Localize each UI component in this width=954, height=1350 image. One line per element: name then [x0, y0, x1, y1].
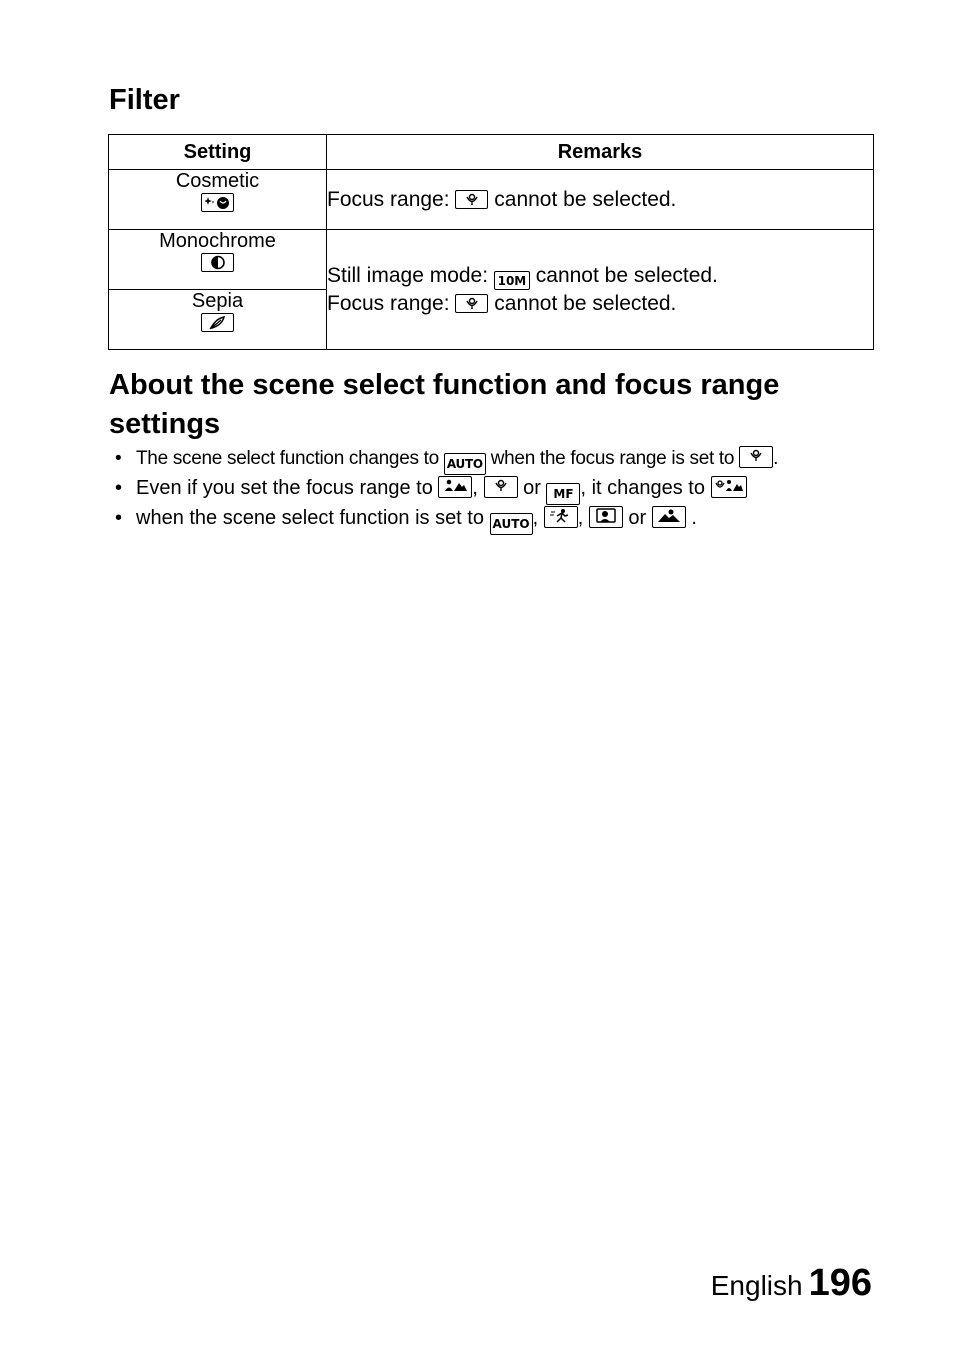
remark-line [327, 262, 873, 290]
bullet-text: , [532, 507, 539, 529]
remark-text: cannot be selected. [494, 292, 677, 315]
macro-flower-icon [739, 446, 773, 468]
remark-text: cannot be selected. [494, 188, 677, 211]
bullet-text: Even if you set the focus range to [136, 477, 433, 499]
macro-flower-icon [455, 294, 488, 313]
filter-table [108, 134, 874, 350]
setting-cell-sepia [109, 290, 327, 350]
remark-text: Focus range: [327, 188, 450, 211]
header-setting: Setting [109, 135, 327, 170]
remark-text: Still image mode: [327, 264, 489, 287]
portrait-icon [589, 506, 623, 528]
bullet-text: or [523, 477, 541, 499]
sepia-icon [201, 313, 234, 332]
bullet-text: . [773, 448, 779, 469]
setting-cell-cosmetic [109, 170, 327, 230]
remark-monochrome-sepia [327, 230, 874, 350]
monochrome-icon [201, 253, 234, 272]
setting-label: Monochrome [159, 230, 276, 252]
list-item [113, 475, 893, 505]
bullet-text: or [628, 507, 647, 529]
bullet-text: , [472, 477, 478, 499]
landscape-icon [652, 506, 686, 528]
remark-cosmetic [327, 170, 874, 230]
list-item [113, 446, 893, 475]
manual-focus-icon: MF [546, 483, 580, 505]
remark-text: Focus range: [327, 292, 450, 315]
bullet-list [113, 446, 893, 535]
section-title-filter: Filter [109, 84, 180, 116]
setting-label: Cosmetic [175, 170, 260, 192]
table-row [109, 230, 874, 290]
header-remarks: Remarks [327, 135, 874, 170]
macro-flower-icon [455, 190, 488, 209]
bullet-text: when the focus range is set to [490, 448, 735, 469]
bullet-text: , [577, 507, 584, 529]
super-macro-icon [711, 476, 747, 498]
sports-icon [544, 506, 578, 528]
bullet-text: when the scene select function is set to [136, 507, 484, 529]
setting-label: Sepia [191, 290, 244, 312]
auto-mode-icon: AUTO [444, 453, 486, 475]
setting-cell-monochrome [109, 230, 327, 290]
auto-mode-icon: AUTO [490, 513, 533, 535]
resolution-10m-icon: 10M [494, 271, 530, 290]
section-title-scene-select: About the scene select function and focus range settings [109, 369, 780, 440]
macro-flower-icon [484, 476, 518, 498]
page-number: 196 [808, 1262, 872, 1304]
bullet-text: The scene select function changes to [136, 448, 439, 469]
cosmetic-icon [201, 193, 234, 212]
normal-focus-icon [438, 476, 472, 498]
remark-line [327, 290, 873, 317]
list-item-continuation [113, 505, 893, 535]
table-header-row [109, 135, 874, 170]
bullet-text: . [691, 507, 697, 529]
remark-text: cannot be selected. [535, 264, 718, 287]
bullet-text: , it changes to [580, 477, 705, 499]
page-footer [711, 1262, 872, 1305]
table-row [109, 170, 874, 230]
footer-language: English [710, 1270, 803, 1301]
